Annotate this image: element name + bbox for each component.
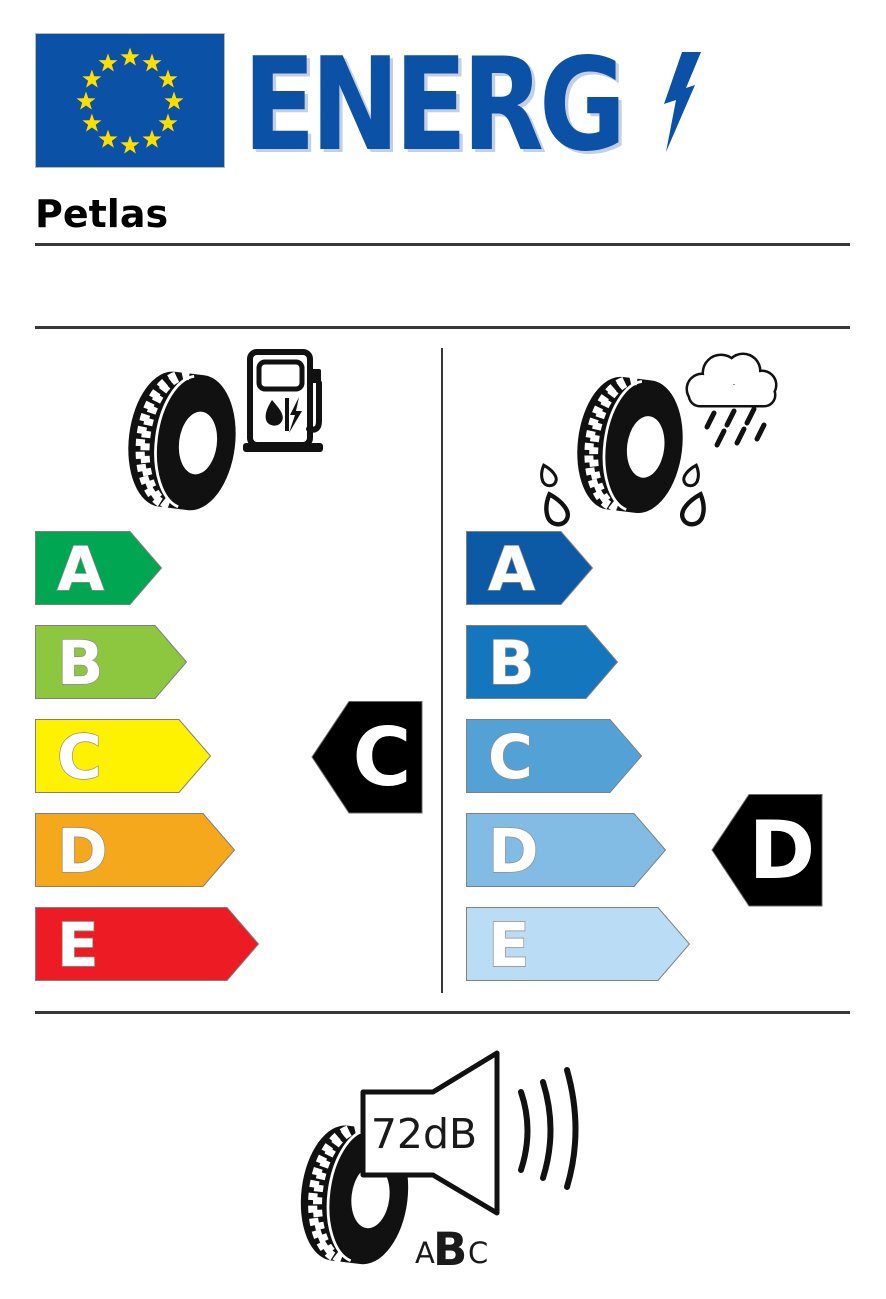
divider-vertical (441, 348, 443, 993)
sound-waves-icon (521, 1070, 576, 1187)
fuel-grade-label-c: C (57, 722, 102, 793)
fuel-grade-label-a: A (57, 534, 105, 605)
wet-grip-scale (466, 531, 706, 983)
energ-logo-text: ENERG (243, 31, 622, 180)
wet-grade-label-b: B (488, 628, 535, 699)
wet-grade-label-a: A (488, 534, 536, 605)
tire-rain-cloud-icon (528, 345, 793, 540)
divider-top (35, 243, 850, 246)
divider-section (35, 326, 850, 329)
noise-value: 72dB (370, 1110, 478, 1158)
fuel-rating-letter: C (352, 711, 412, 804)
noise-class-c: C (468, 1236, 489, 1270)
wet-grade-label-d: D (488, 816, 539, 887)
fuel-efficiency-scale (35, 531, 275, 983)
fuel-grade-label-d: D (57, 816, 108, 887)
tire-fuel-pump-icon (118, 346, 333, 518)
lightning-bolt-icon (654, 52, 704, 152)
noise-class-b-active: B (433, 1223, 468, 1273)
fuel-grade-label-b: B (57, 628, 104, 699)
wet-grade-label-c: C (488, 722, 533, 793)
fuel-grade-label-e: E (57, 910, 99, 981)
fuel-rating-indicator (310, 700, 425, 815)
wet-grip-rating-letter: D (748, 804, 816, 897)
divider-bottom (35, 1011, 850, 1014)
rain-drops (707, 409, 764, 445)
tire-speaker-icon (290, 1045, 590, 1273)
brand-name: Petlas (35, 192, 169, 236)
eu-flag-icon (35, 33, 225, 168)
wet-grade-label-e: E (488, 910, 530, 981)
wet-grip-rating-indicator (710, 793, 825, 908)
noise-class-a: A (415, 1236, 435, 1270)
